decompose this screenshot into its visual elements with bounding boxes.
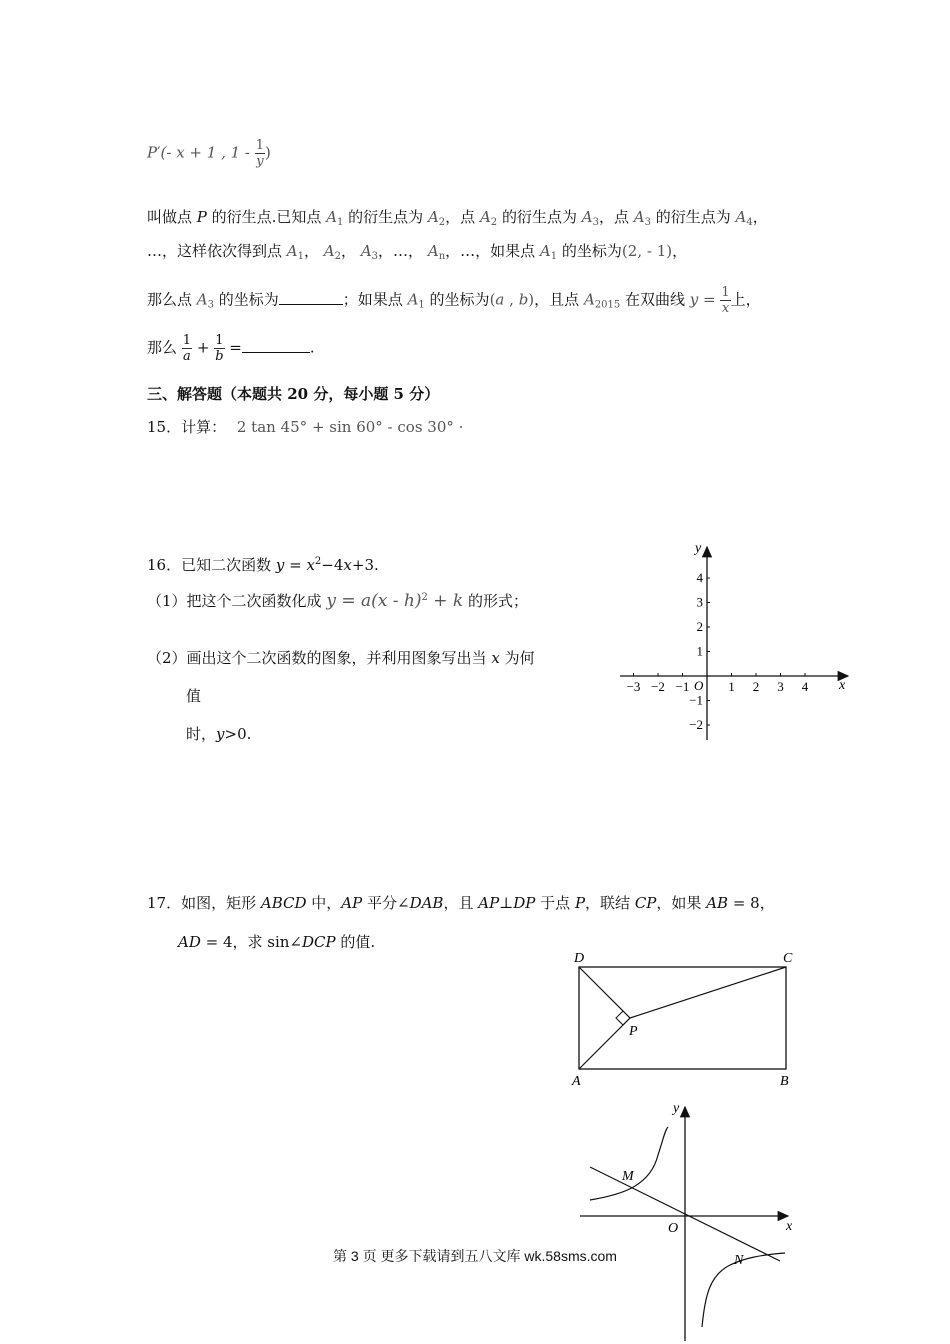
text: ，且点: [534, 290, 584, 309]
x-tick-label: −2: [651, 679, 665, 694]
text: ，: [752, 208, 768, 226]
point-a: A: [407, 290, 419, 309]
question-17-line-1: [147, 892, 775, 913]
text: 中，: [306, 894, 342, 912]
text: 在双曲线: [620, 290, 686, 309]
text: .: [309, 338, 315, 357]
text: ，: [672, 242, 688, 260]
x-tick-label: 2: [752, 679, 760, 694]
formula-body: (- x + 1 , 1 -: [160, 143, 250, 162]
right-angle-mark: [616, 1011, 630, 1025]
x-tick-label: −1: [675, 679, 690, 694]
label-b: B: [780, 1074, 789, 1089]
text: ，点: [445, 208, 480, 226]
point-a: A: [581, 208, 593, 226]
segment: CP: [634, 894, 657, 912]
rectangle-figure: [560, 945, 810, 1090]
point-a: A: [326, 208, 338, 226]
label-d: D: [574, 951, 585, 966]
text: 那么点: [147, 290, 197, 309]
formula-close: ): [265, 143, 271, 162]
subscript: 2: [490, 217, 498, 228]
subscript: 1: [550, 251, 558, 262]
y-tick-label: −1: [689, 692, 703, 708]
point-a: A: [427, 242, 439, 260]
coordinate-axes-figure: [610, 535, 860, 750]
question-number: 15．计算：: [147, 418, 227, 436]
label-a: A: [572, 1074, 581, 1089]
text: 的坐标为: [214, 290, 279, 309]
subscript: 2: [334, 251, 342, 262]
subscript: 1: [297, 251, 304, 262]
text: ，: [304, 242, 320, 260]
x-tick-label: 4: [801, 679, 809, 694]
fraction-denominator: b: [215, 349, 224, 364]
label-m: M: [622, 1169, 634, 1184]
text: ，…，如果点: [445, 242, 540, 260]
fraction-denominator: a: [183, 349, 191, 364]
angle: DCP: [302, 933, 336, 951]
text: 的值.: [335, 933, 376, 951]
question-16-part-2: [147, 647, 535, 668]
text: ；如果点: [342, 290, 408, 309]
text: 为何: [499, 649, 535, 667]
subscript: 3: [371, 251, 379, 262]
text: ，: [408, 242, 424, 260]
formula-p-label: P: [147, 143, 158, 162]
text: …: [393, 242, 409, 260]
fraction-denominator: y: [256, 154, 264, 169]
label-o: O: [668, 1221, 679, 1236]
var-x: x: [343, 556, 352, 574]
question-16-part-2-cont2: [186, 723, 251, 744]
superscript: 2: [314, 556, 322, 567]
x-tick-label: 1: [728, 679, 735, 694]
point-a: A: [360, 242, 372, 260]
point-a: A: [286, 242, 298, 260]
derived-point-line: [147, 206, 768, 228]
a3-line: [147, 285, 761, 316]
hyperbola-y: y =: [689, 290, 716, 309]
text: 时，: [186, 725, 217, 743]
text: −4: [321, 556, 344, 574]
subscript: 4: [746, 217, 753, 228]
text: 于点: [535, 894, 575, 912]
coordinate-sep: ,: [504, 290, 519, 309]
y-tick-label: 2: [696, 619, 703, 634]
origin-label: O: [694, 678, 704, 693]
formula-p-prime: [147, 138, 271, 169]
y-axis-label: y: [695, 541, 702, 556]
text: 的坐标为: [424, 290, 490, 309]
question-16-stem: [147, 554, 379, 575]
question-15: [147, 416, 463, 437]
prime-mark: ′: [157, 143, 161, 162]
text: ，: [378, 242, 394, 260]
answer-blank[interactable]: [279, 292, 343, 305]
segment: AP: [478, 894, 500, 912]
point-a: A: [427, 208, 439, 226]
text: 平分∠: [362, 894, 410, 912]
segment: AP: [341, 894, 363, 912]
text: =: [284, 556, 307, 574]
text: 的形式；: [468, 592, 529, 610]
point-a: A: [583, 290, 595, 309]
fraction-numerator: 1: [215, 333, 224, 348]
point-a: A: [196, 290, 208, 309]
vertex-form-k: + k: [427, 591, 464, 611]
text: 上，: [730, 290, 761, 309]
answer-blank[interactable]: [242, 340, 310, 353]
segment: AB: [706, 894, 729, 912]
text: 17．如图，矩形: [147, 894, 261, 912]
text: ，点: [598, 208, 634, 226]
text: 16．已知二次函数: [147, 556, 276, 574]
fraction-1-over-a: [182, 333, 192, 364]
text: +3.: [351, 556, 379, 574]
coordinate-close: ): [528, 290, 535, 309]
subscript: 2: [438, 217, 446, 228]
point-a: A: [633, 208, 645, 226]
subscript: 1: [418, 299, 425, 311]
angle: DAB: [409, 894, 444, 912]
coordinate-b: b: [518, 290, 529, 309]
x-tick-label: −3: [626, 679, 641, 694]
coordinate-open: (: [489, 290, 496, 309]
rect-name: ABCD: [260, 894, 307, 912]
formula-fraction: [255, 138, 265, 169]
subscript: 3: [207, 299, 214, 311]
segment-ap: [579, 1018, 630, 1069]
x-tick-label: 3: [777, 679, 784, 694]
segment: DP: [513, 894, 536, 912]
fraction-numerator: 1: [721, 285, 730, 300]
equals-sign: =: [229, 338, 242, 357]
x-axis-label: x: [839, 678, 846, 693]
hyperbola-fraction: [720, 285, 730, 316]
text: = 4，求 sin∠: [200, 933, 302, 951]
text: 的衍生点.已知点: [206, 208, 327, 226]
label-x: x: [786, 1219, 793, 1234]
text: 那么: [147, 338, 178, 357]
question-17-line-2: [178, 931, 375, 952]
hyperbola-figure: [570, 1095, 810, 1344]
subscript: 3: [592, 217, 599, 228]
subscript: 3: [644, 217, 651, 228]
text: 的衍生点为: [497, 208, 582, 226]
point-a: A: [735, 208, 747, 226]
subscript: n: [438, 251, 446, 262]
label-y: y: [673, 1101, 680, 1116]
page-footer: 第 3 页 更多下载请到五八文库 wk.58sms.com: [333, 1248, 617, 1264]
point-a: A: [539, 242, 551, 260]
label-p: P: [629, 1024, 638, 1039]
segment: AD: [178, 933, 201, 951]
point-a: A: [479, 208, 491, 226]
point: P: [574, 894, 586, 912]
fraction-numerator: 1: [182, 333, 192, 348]
text: ，如果: [656, 894, 707, 912]
segment-dp: [579, 967, 630, 1018]
segment-cp: [630, 967, 786, 1018]
superscript: 2: [421, 592, 428, 603]
y-tick-label: −2: [689, 717, 703, 732]
text: 的坐标为: [557, 242, 622, 260]
hyperbola-upper-left-branch: [590, 1127, 668, 1200]
text: ，: [341, 242, 357, 260]
text: ，联结: [585, 894, 635, 912]
text: ，且: [443, 894, 479, 912]
question-16-part-1: [147, 590, 528, 611]
y-tick-label: 1: [696, 643, 703, 659]
subscript: 1: [337, 217, 344, 228]
var-y: y: [275, 556, 285, 574]
text: （1）把这个二次函数化成: [147, 592, 322, 610]
q15-expression: 2 tan 45° + sin 60° - cos 30° ·: [236, 418, 464, 436]
point-p: P: [196, 208, 207, 226]
text: …，这样依次得到点: [147, 242, 287, 260]
sequence-line: [147, 240, 687, 262]
subscript: 2015: [594, 299, 621, 311]
text: ⊥: [499, 894, 514, 912]
text: 叫做点: [147, 208, 197, 226]
text: 的衍生点为: [343, 208, 428, 226]
y-tick-label: 4: [696, 570, 703, 585]
fraction-numerator: 1: [255, 138, 265, 153]
vertex-form: y = a(x - h): [326, 591, 422, 611]
point-a: A: [323, 242, 335, 260]
fraction-denominator: x: [721, 301, 730, 316]
text: 的衍生点为: [650, 208, 736, 226]
var-x: x: [491, 649, 500, 667]
text: （2）画出这个二次函数的图象，并利用图象写出当: [147, 649, 492, 667]
question-16-part-2-cont: 值: [186, 687, 202, 705]
text: = 8，: [728, 894, 775, 912]
text: >0.: [224, 725, 252, 743]
rectangle-abcd: [579, 967, 786, 1069]
label-n: N: [734, 1253, 744, 1268]
plus-sign: +: [196, 338, 210, 357]
y-tick-label: 3: [696, 594, 703, 610]
section-3-title: 三、解答题（本题共 20 分，每小题 5 分）: [147, 385, 440, 403]
var-y: y: [216, 725, 225, 743]
coordinate-a: a: [495, 290, 505, 309]
coordinate: (2, - 1): [621, 242, 673, 260]
label-c: C: [783, 951, 793, 966]
var-x: x: [306, 556, 315, 574]
fraction-1-over-b: [214, 333, 224, 364]
sum-line: [147, 333, 315, 364]
